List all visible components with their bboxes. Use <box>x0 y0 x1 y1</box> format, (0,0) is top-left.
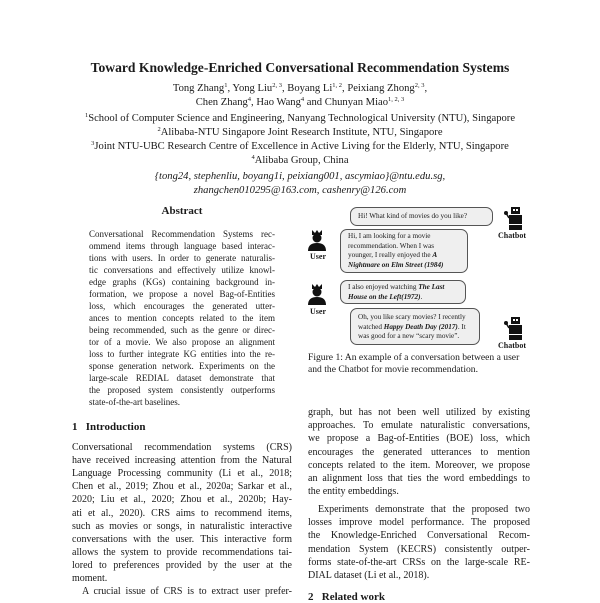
section-title: Introduction <box>85 421 146 433</box>
text-line: an alignment loss that ties the word embeddings to <box>308 473 530 484</box>
bubble-text: Hi, I am looking for a movie <box>348 232 431 240</box>
text-line: tic conversations and effectively utilize knowl- <box>89 265 275 275</box>
sep: , <box>424 83 428 94</box>
text-line: graph, but has not been well utilized by existing <box>308 407 530 418</box>
text-line: the Knowledge-Enriched Conversational Recom- <box>308 530 530 542</box>
text-line: A crucial issue of CRS is to extract user prefer- <box>82 586 292 598</box>
text-line: forms state-of-the-art CRSs on the large-scale RE- <box>308 556 530 568</box>
affil-sup: 2 <box>157 126 161 133</box>
author: Chunyan Miao <box>324 97 389 108</box>
text-line: loss, which encourages the generated utter- <box>89 301 275 311</box>
text-line: losses improve model performance. The proposed <box>308 517 530 529</box>
text-line: edge graphs (KGs) containing background in- <box>89 277 275 287</box>
text-line: Chen et al., 2019; Zhou et al., 2020a; Sarkar et al., <box>72 481 292 493</box>
paper-title: Toward Knowledge-Enriched Conversational Recommendation Systems <box>90 60 510 75</box>
author: Tong Zhang <box>172 83 225 94</box>
author: Yong Liu <box>232 83 273 94</box>
movie-title: Nightmare on Elm Street (1984) <box>348 260 444 269</box>
text-line: Conversational Recommendation Systems rec- <box>89 229 275 239</box>
section-number: 2 <box>308 591 314 603</box>
text-line: moment. <box>72 573 108 584</box>
sep: , <box>342 83 348 94</box>
bubble-text: Oh, you like scary movies? I recently <box>358 313 466 321</box>
author-line-1 <box>0 83 600 94</box>
affil-sup: 1 <box>84 112 89 119</box>
affil-text: Alibaba Group, China <box>254 155 349 166</box>
text-line: concepts related to the item. Moreover, we propose <box>308 459 530 471</box>
chat-bubble-bot-2 <box>350 308 480 345</box>
text-line: we propose a Bag-of-Entities (BOE) loss, which <box>308 433 530 445</box>
affil-text: School of Computer Science and Engineering, Nanyang Technological University (NTU), Singapore <box>88 113 516 124</box>
abstract-heading: Abstract <box>161 205 203 217</box>
section-title: Related work <box>321 591 385 603</box>
affiliation-3 <box>0 141 600 152</box>
author-sup: 4 <box>247 96 252 103</box>
text-line: ati et al., 2020). CRS aims to recommend items, <box>72 507 292 519</box>
sep: , <box>251 97 257 108</box>
text-line: approaches. To emulate naturalistic conversations, <box>308 420 530 432</box>
bubble-text: I also enjoyed watching <box>348 283 419 291</box>
movie-title: The Last <box>418 283 445 291</box>
affiliation-1 <box>0 113 600 124</box>
user-icon <box>307 283 327 305</box>
chat-bubble-bot-1 <box>350 207 493 226</box>
text-line: DIAL dataset (Li et al., 2018). <box>308 570 430 581</box>
text-line: tions with users. In order to generate naturalis- <box>89 253 275 263</box>
author-line-2 <box>0 97 600 108</box>
bubble-text: was good for a new “scary movie”. <box>358 332 460 341</box>
bubble-text: watched <box>358 322 384 331</box>
text-line: ommend items through language based interac- <box>89 241 275 251</box>
author-sup: 1, 2 <box>332 82 343 89</box>
section-heading-related-work <box>308 591 385 603</box>
text-line: formation, we propose a novel Bag-of-Entities <box>89 289 275 299</box>
text-line: sponse generation network. Experiments on the <box>89 361 275 371</box>
author-sup: 4 <box>300 96 305 103</box>
author: Peixiang Zhong <box>347 83 415 94</box>
text-line: large-scale REDIAL dataset demonstrate that <box>89 373 275 383</box>
text-line: the proposed system consistently outperforms <box>89 385 275 395</box>
affil-text: Joint NTU-UBC Research Centre of Excellence in Active Living for the Elderly, NTU, Singapore <box>94 141 509 152</box>
text-line: lored to preferences provided by the user at the <box>72 559 292 571</box>
text-line: 2020; Liu et al., 2020; Zhou et al., 2020b; Hay- <box>72 494 292 506</box>
sep: , <box>281 83 288 94</box>
text-line: Experiments demonstrate that the proposed two <box>318 504 530 515</box>
user-icon <box>307 229 327 251</box>
text-line: state-of-the-art baselines. <box>89 397 180 407</box>
author: Chen Zhang <box>195 97 248 108</box>
bubble-text: . It <box>457 322 466 331</box>
affil-sup: 3 <box>91 140 95 147</box>
text-line: the entity embeddings. <box>308 486 399 498</box>
author-sup: 2, 3 <box>414 82 425 89</box>
bubble-text: recommendation. When I was <box>348 241 435 250</box>
movie-title: A <box>432 251 438 260</box>
text-line: Conversational recommendation systems (CRS) <box>72 442 292 453</box>
affiliation-4 <box>0 155 600 166</box>
email-line-1: {tong24, stephenliu, boyang1i, peixiang001, ascymiao}@ntu.edu.sg, <box>154 171 446 182</box>
text-line: being recommended, such as the genre or direc- <box>89 325 275 335</box>
figure-caption-line: and the Chatbot for movie recommendation. <box>308 364 478 375</box>
text-line: ances to mention concepts related to the item <box>89 313 275 323</box>
robot-icon <box>503 315 527 341</box>
text-line: encourages the generated utterances to mention <box>308 446 530 458</box>
text-line: tor of a movie. We also propose an alignment <box>89 337 275 347</box>
user-label: User <box>310 307 326 316</box>
chat-bubble-user-2 <box>340 280 466 304</box>
chatbot-label: Chatbot <box>498 341 527 350</box>
figure-caption-line: Figure 1: An example of a conversation between a user <box>308 352 520 363</box>
text-line: such as movies or songs, in naturalistic interactive <box>72 520 292 532</box>
affil-text: Alibaba-NTU Singapore Joint Research Institute, NTU, Singapore <box>160 127 443 138</box>
chatbot-label: Chatbot <box>498 231 527 240</box>
movie-title: Happy Death Day (2017) <box>383 322 458 331</box>
text-line: mendation System (KECRS) consistently outper- <box>308 543 530 555</box>
text-line: Language Processing community (Li et al., 2018; <box>72 468 292 480</box>
user-label: User <box>310 252 326 261</box>
affiliation-2 <box>0 127 600 138</box>
author-sup: 1 <box>224 82 228 89</box>
text-line: allows the system to provide recommendations tai- <box>72 546 292 558</box>
sep: and <box>304 97 325 108</box>
author: Hao Wang <box>256 97 301 108</box>
affil-sup: 4 <box>251 154 255 161</box>
author: Boyang Li <box>287 83 333 94</box>
robot-icon <box>503 205 527 231</box>
movie-title: House on the Left(1972) <box>348 292 421 301</box>
text-line: loss to further integrate KG entities into the re- <box>89 349 275 359</box>
text-line: have received increasing attention from the Natural <box>72 455 292 467</box>
bubble-text: younger, I really enjoyed the <box>348 251 433 260</box>
text-line: conversations with the user. This interactive form <box>72 533 292 545</box>
author-sup: 1, 2, 3 <box>388 96 405 103</box>
section-heading-introduction <box>72 421 145 433</box>
chat-bubble-user-1 <box>340 229 468 273</box>
sep: , <box>227 83 233 94</box>
author-sup: 2, 3 <box>272 82 282 89</box>
bubble-text: Hi! What kind of movies do you like? <box>358 212 468 220</box>
bubble-text: . <box>420 292 423 301</box>
email-line-2: zhangchen010295@163.com, cashenry@126.com <box>193 185 407 196</box>
section-number: 1 <box>72 421 78 433</box>
